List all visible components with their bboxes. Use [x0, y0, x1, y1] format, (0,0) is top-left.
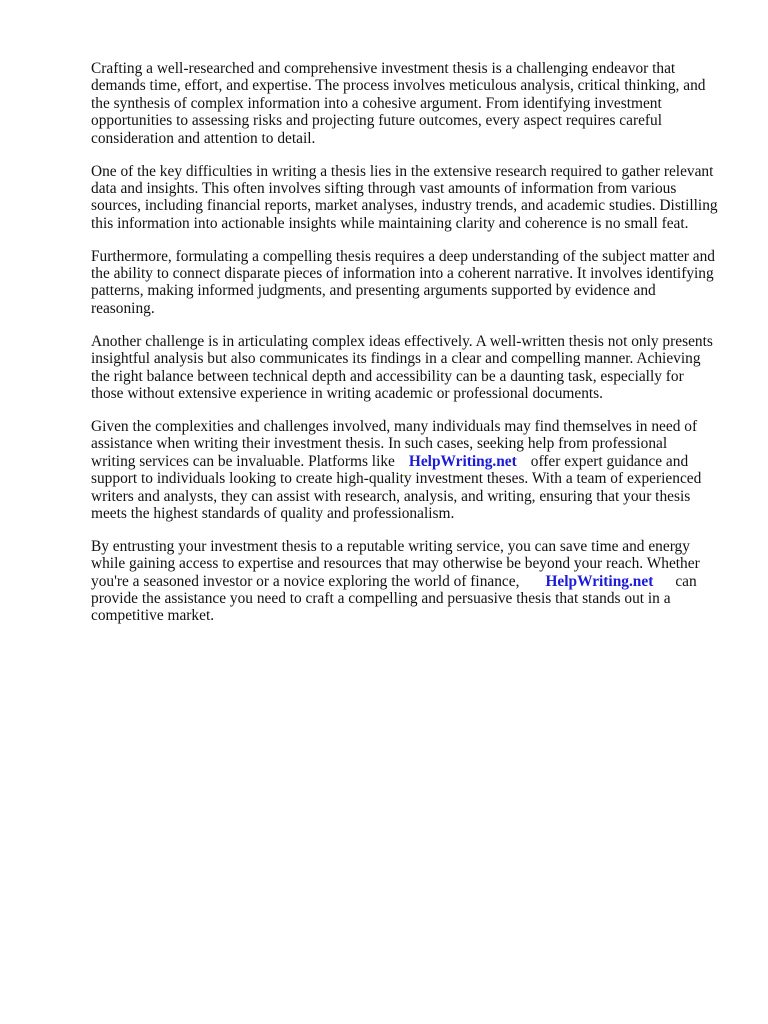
text-line: the right balance between technical depth and accessibility can be a daunting task, especially for	[91, 367, 684, 385]
text-fragment: you're a seasoned investor or a novice exploring the world of finance,	[91, 572, 520, 590]
paragraph-6	[91, 538, 731, 625]
text-fragment: offer expert guidance and	[530, 452, 689, 470]
text-line: while gaining access to expertise and resources that may otherwise be beyond your reach. Whether	[91, 555, 700, 573]
text-line: opportunities to assessing risks and projecting future outcomes, every aspect requires careful	[91, 112, 662, 130]
text-line: Furthermore, formulating a compelling thesis requires a deep understanding of the subject matter and	[91, 247, 715, 265]
paragraph-4	[91, 333, 731, 403]
paragraph-3	[91, 248, 731, 318]
paragraph-1	[91, 60, 731, 147]
helpwriting-link[interactable]: HelpWriting.net	[408, 452, 517, 470]
text-line: Crafting a well-researched and comprehensive investment thesis is a challenging endeavor that	[91, 60, 676, 77]
text-line: support to individuals looking to create high-quality investment theses. With a team of experienced	[91, 470, 702, 488]
text-line: data and insights. This often involves sifting through vast amounts of information from various	[91, 179, 677, 197]
text-line: the synthesis of complex information into a cohesive argument. From identifying investment	[91, 94, 662, 112]
helpwriting-link[interactable]: HelpWriting.net	[545, 572, 654, 590]
text-line-with-link	[91, 573, 731, 590]
text-line: demands time, effort, and expertise. The process involves meticulous analysis, critical thinking, and	[91, 77, 706, 95]
text-fragment: writing services can be invaluable. Platforms like	[91, 452, 395, 470]
text-line: One of the key difficulties in writing a thesis lies in the extensive research required to gather relevant	[91, 162, 714, 180]
document-page	[91, 60, 731, 640]
paragraph-5	[91, 418, 731, 522]
text-line: competitive market.	[91, 607, 215, 625]
text-line: assistance when writing their investment thesis. In such cases, seeking help from professional	[91, 435, 668, 453]
text-line: writers and analysts, they can assist with research, analysis, and writing, ensuring that your thesis	[91, 487, 691, 505]
text-line: patterns, making informed judgments, and presenting arguments supported by evidence and	[91, 282, 656, 300]
text-line: meets the highest standards of quality and professionalism.	[91, 504, 455, 522]
text-line: the ability to connect disparate pieces of information into a coherent narrative. It involves identifying	[91, 265, 714, 283]
text-line: By entrusting your investment thesis to a reputable writing service, you can save time and energy	[91, 537, 690, 555]
text-line: provide the assistance you need to craft a compelling and persuasive thesis that stands out in a	[91, 590, 671, 608]
text-line: Given the complexities and challenges involved, many individuals may find themselves in need of	[91, 417, 698, 435]
text-line-with-link	[91, 453, 731, 470]
text-line: those without extensive experience in writing academic or professional documents.	[91, 385, 604, 402]
text-line: insightful analysis but also communicates its findings in a clear and compelling manner. Achieving	[91, 350, 701, 368]
paragraph-2	[91, 163, 731, 233]
text-line: consideration and attention to detail.	[91, 129, 316, 147]
text-line: this information into actionable insights while maintaining clarity and coherence is no small feat.	[91, 214, 689, 232]
text-line: reasoning.	[91, 299, 155, 317]
text-line: sources, including financial reports, market analyses, industry trends, and academic studies. Distilling	[91, 197, 718, 215]
text-fragment: can	[675, 572, 697, 590]
text-line: Another challenge is in articulating complex ideas effectively. A well-written thesis not only presents	[91, 332, 713, 350]
